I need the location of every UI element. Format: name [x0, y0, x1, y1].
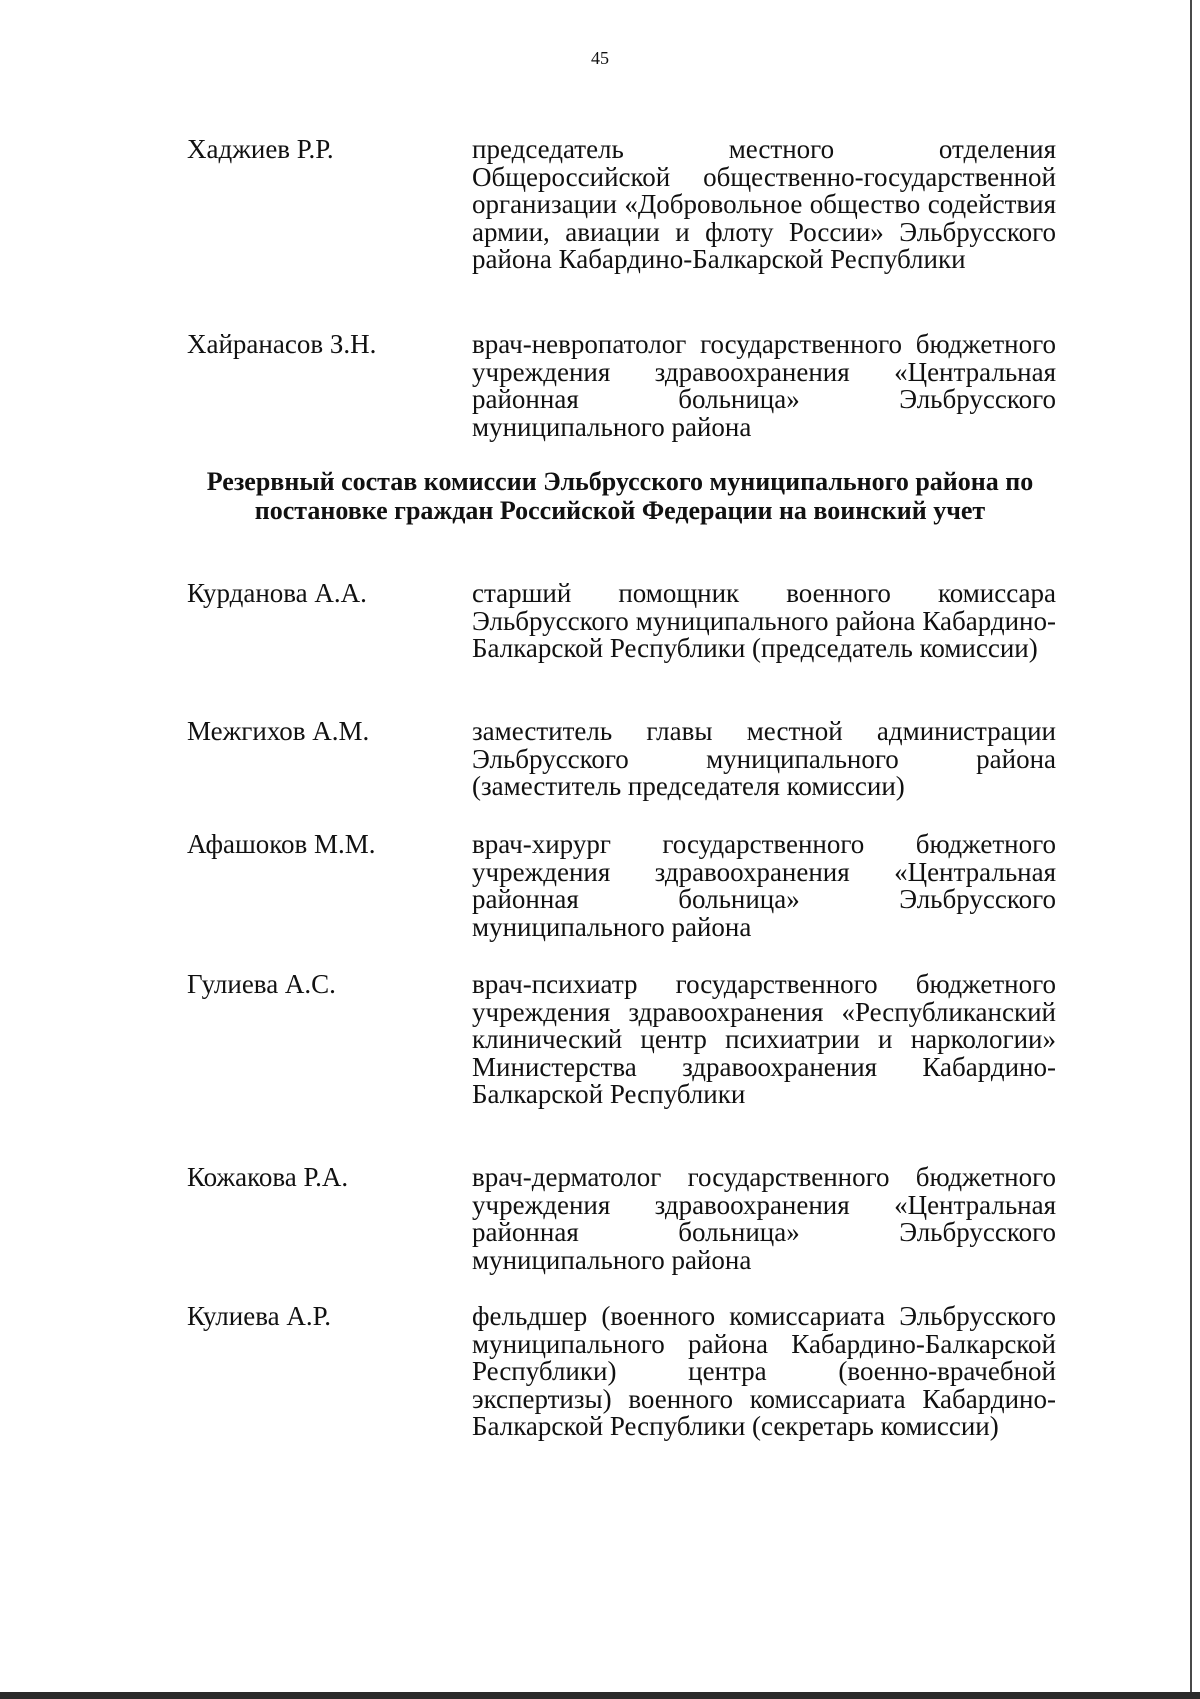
reserve-role: врач-психиатр государственного бюджетного учреждения здравоохранения «Республиканский клинический центр психиатрии и наркологии» Министерства здравоохранения Кабардино-Балкарской Республики: [472, 969, 1056, 1110]
scan-right-edge: [1190, 0, 1192, 1699]
member-role: председатель местного отделения Общероссийской общественно-государственной организации «Добровольное общество содействия армии, авиации и флоту России» Эльбрусского района Кабардино-Балкарской Республики: [472, 134, 1056, 275]
reserve-role: фельдшер (военного комиссариата Эльбрусского муниципального района Кабардино-Балкарской Республики) центра (военно-врачебной экспертизы) военного комиссариата Кабардино-Балкарской Республики (секретарь комиссии): [472, 1301, 1056, 1442]
reserve-role: врач-хирург государственного бюджетного учреждения здравоохранения «Центральная районная больница» Эльбрусского муниципального района: [472, 829, 1056, 942]
reserve-name: Межгихов А.М.: [187, 716, 370, 746]
reserve-role: врач-дерматолог государственного бюджетного учреждения здравоохранения «Центральная районная больница» Эльбрусского муниципального района: [472, 1162, 1056, 1275]
scan-bottom-edge: [0, 1692, 1200, 1699]
reserve-role: старший помощник военного комиссара Эльбрусского муниципального района Кабардино-Балкарской Республики (председатель комиссии): [472, 578, 1056, 664]
member-name: Хайранасов З.Н.: [187, 329, 377, 359]
reserve-role: заместитель главы местной администрации Эльбрусского муниципального района (заместитель председателя комиссии): [472, 716, 1056, 802]
page-number: 45: [591, 48, 609, 68]
reserve-name: Гулиева А.С.: [187, 969, 336, 999]
member-name: Хаджиев Р.Р.: [187, 134, 334, 164]
reserve-name: Курданова А.А.: [187, 578, 367, 608]
section-title: Резервный состав комиссии Эльбрусского муниципального района по постановке граждан Российской Федерации на воинский учет: [206, 467, 1034, 525]
member-role: врач-невропатолог государственного бюджетного учреждения здравоохранения «Центральная районная больница» Эльбрусского муниципального района: [472, 329, 1056, 442]
reserve-name: Кожакова Р.А.: [187, 1162, 349, 1192]
reserve-name: Кулиева А.Р.: [187, 1301, 331, 1331]
reserve-name: Афашоков М.М.: [187, 829, 376, 859]
